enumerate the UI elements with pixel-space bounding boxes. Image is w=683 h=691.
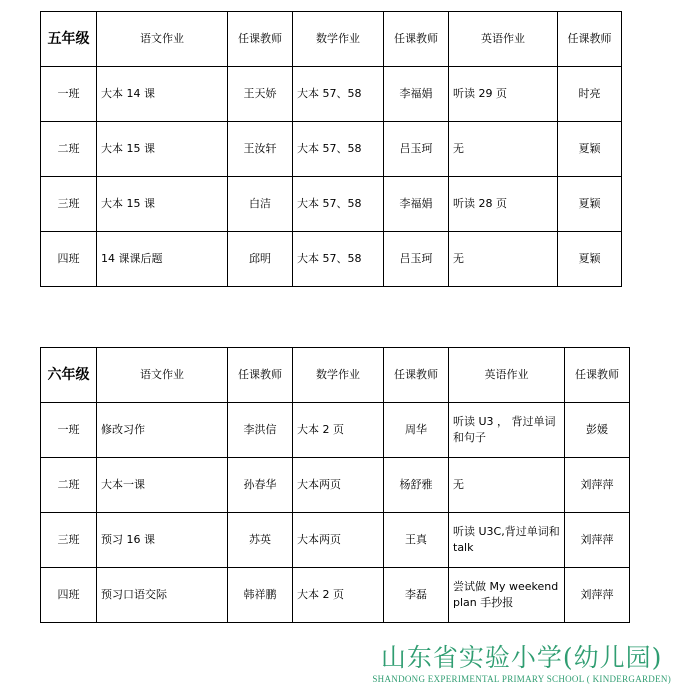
table-row	[41, 513, 630, 568]
english-homework: 听读 29 页	[449, 67, 558, 122]
chinese-teacher: 孙春华	[228, 458, 293, 513]
math-homework: 大本 57、58	[293, 232, 384, 287]
english-homework: 无	[449, 122, 558, 177]
math-teacher: 吕玉珂	[384, 122, 449, 177]
grade-label: 六年级	[41, 348, 97, 403]
header-teacher: 任课教师	[228, 12, 293, 67]
header-teacher: 任课教师	[384, 348, 449, 403]
header-teacher: 任课教师	[228, 348, 293, 403]
table-row	[41, 458, 630, 513]
chinese-homework: 预习口语交际	[97, 568, 228, 623]
english-teacher: 刘萍萍	[565, 513, 630, 568]
table-row	[41, 67, 622, 122]
class-name: 三班	[41, 513, 97, 568]
class-name: 四班	[41, 232, 97, 287]
class-name: 二班	[41, 122, 97, 177]
math-teacher: 李福娟	[384, 177, 449, 232]
math-homework: 大本 2 页	[293, 403, 384, 458]
math-homework: 大本两页	[293, 458, 384, 513]
math-teacher: 吕玉珂	[384, 232, 449, 287]
english-teacher: 刘萍萍	[565, 458, 630, 513]
chinese-teacher: 王汝轩	[228, 122, 293, 177]
school-name-chinese: 山东省实验小学(幼儿园)	[380, 643, 663, 672]
header-chinese-homework: 语文作业	[97, 348, 228, 403]
grade5-homework-table	[40, 11, 622, 287]
chinese-homework: 大本一课	[97, 458, 228, 513]
header-english-homework: 英语作业	[449, 12, 558, 67]
table-header-row	[41, 348, 630, 403]
chinese-homework: 大本 15 课	[97, 177, 228, 232]
english-homework: 听读 U3C,背过单词和 talk	[449, 513, 565, 568]
math-homework: 大本 2 页	[293, 568, 384, 623]
english-homework: 听读 U3 ， 背过单词和句子	[449, 403, 565, 458]
class-name: 三班	[41, 177, 97, 232]
header-teacher: 任课教师	[384, 12, 449, 67]
grade-label: 五年级	[41, 12, 97, 67]
table-header-row	[41, 12, 622, 67]
table-row	[41, 232, 622, 287]
english-homework: 尝试做 My weekend plan 手抄报	[449, 568, 565, 623]
chinese-teacher: 白洁	[228, 177, 293, 232]
math-teacher: 李磊	[384, 568, 449, 623]
math-teacher: 周华	[384, 403, 449, 458]
english-teacher: 夏颖	[558, 232, 622, 287]
class-name: 一班	[41, 403, 97, 458]
class-name: 一班	[41, 67, 97, 122]
english-homework: 无	[449, 232, 558, 287]
chinese-teacher: 苏英	[228, 513, 293, 568]
math-teacher: 王真	[384, 513, 449, 568]
table-row	[41, 568, 630, 623]
header-math-homework: 数学作业	[293, 348, 384, 403]
header-math-homework: 数学作业	[293, 12, 384, 67]
chinese-teacher: 李洪信	[228, 403, 293, 458]
math-teacher: 李福娟	[384, 67, 449, 122]
math-homework: 大本两页	[293, 513, 384, 568]
english-teacher: 彭媛	[565, 403, 630, 458]
math-homework: 大本 57、58	[293, 177, 384, 232]
math-homework: 大本 57、58	[293, 122, 384, 177]
chinese-homework: 修改习作	[97, 403, 228, 458]
english-teacher: 夏颖	[558, 122, 622, 177]
english-homework: 听读 28 页	[449, 177, 558, 232]
header-chinese-homework: 语文作业	[97, 12, 228, 67]
english-teacher: 时亮	[558, 67, 622, 122]
class-name: 二班	[41, 458, 97, 513]
header-english-homework: 英语作业	[449, 348, 565, 403]
table-row	[41, 403, 630, 458]
chinese-homework: 大本 15 课	[97, 122, 228, 177]
class-name: 四班	[41, 568, 97, 623]
english-teacher: 刘萍萍	[565, 568, 630, 623]
chinese-homework: 预习 16 课	[97, 513, 228, 568]
table-row	[41, 177, 622, 232]
table-row	[41, 122, 622, 177]
school-name-english: SHANDONG EXPERIMENTAL PRIMARY SCHOOL ( KINDERGARDEN)	[372, 674, 671, 684]
chinese-teacher: 邱明	[228, 232, 293, 287]
english-homework: 无	[449, 458, 565, 513]
chinese-homework: 大本 14 课	[97, 67, 228, 122]
school-watermark	[372, 643, 671, 685]
math-homework: 大本 57、58	[293, 67, 384, 122]
chinese-teacher: 韩祥鹏	[228, 568, 293, 623]
header-teacher: 任课教师	[565, 348, 630, 403]
math-teacher: 杨舒雅	[384, 458, 449, 513]
chinese-teacher: 王天娇	[228, 67, 293, 122]
english-teacher: 夏颖	[558, 177, 622, 232]
chinese-homework: 14 课课后题	[97, 232, 228, 287]
grade6-homework-table	[40, 347, 630, 623]
header-teacher: 任课教师	[558, 12, 622, 67]
